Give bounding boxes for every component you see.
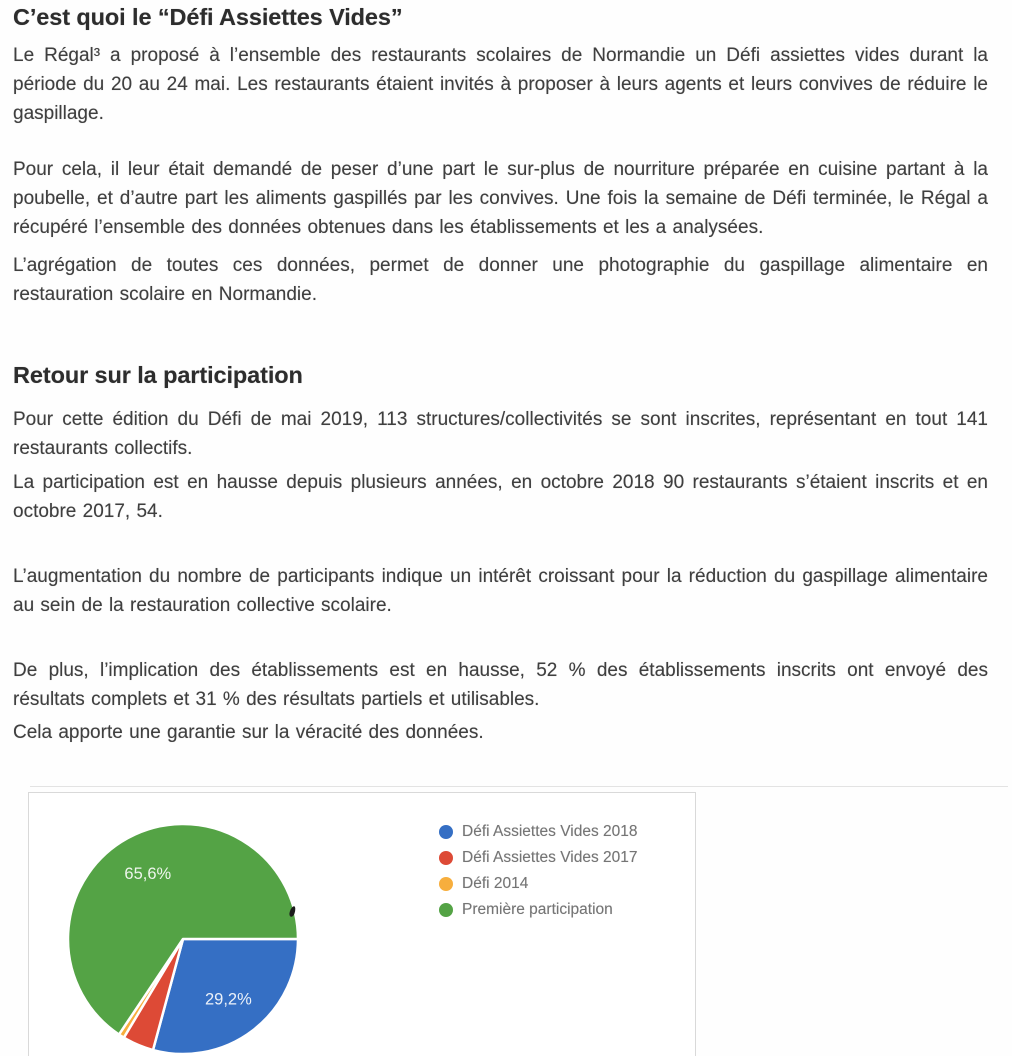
legend-item <box>439 845 638 871</box>
legend-item <box>439 897 638 923</box>
legend-label: Défi Assiettes Vides 2017 <box>462 849 638 866</box>
legend-swatch-icon <box>439 877 453 891</box>
paragraph: De plus, l’implication des établissements est en hausse, 52 % des établissements inscrits ont envoyé des résultats complets et 31 % des résultats partiels et utilisables. <box>13 660 988 710</box>
paragraph: L’augmentation du nombre de participants indique un intérêt croissant pour la réduction du gaspillage alimentaire au sein de la restauration collective scolaire. <box>13 566 988 616</box>
paragraph: Pour cela, il leur était demandé de peser d’une part le sur-plus de nourriture préparée en cuisine partant à la poubelle, et d’autre part les aliments gaspillés par les convives. Une fois la semaine de Défi terminée, le Régal a récupéré l’ensemble des données obtenues dans les établissements et les a analysées. <box>13 159 988 238</box>
participation-pie-chart <box>28 792 696 1056</box>
section-heading-what: C’est quoi le “Défi Assiettes Vides” <box>13 4 403 30</box>
paragraph: L’agrégation de toutes ces données, permet de donner une photographie du gaspillage alimentaire en restauration scolaire en Normandie. <box>13 255 988 305</box>
legend-swatch-icon <box>439 825 453 839</box>
legend-item <box>439 819 638 845</box>
legend-label: Défi Assiettes Vides 2018 <box>462 823 638 840</box>
legend-swatch-icon <box>439 851 453 865</box>
chart-legend <box>439 819 638 923</box>
horizontal-divider <box>30 786 1008 787</box>
legend-label: Première participation <box>462 901 613 918</box>
pie-slice-label: 29,2% <box>205 990 252 1009</box>
paragraph: Pour cette édition du Défi de mai 2019, 113 structures/collectivités se sont inscrites, représentant en tout 141 restaurants collectifs. <box>13 409 988 459</box>
legend-swatch-icon <box>439 903 453 917</box>
legend-item <box>439 871 638 897</box>
section-heading-participation: Retour sur la participation <box>13 362 303 388</box>
legend-label: Défi 2014 <box>462 875 529 892</box>
pie-slice-label: 65,6% <box>124 865 172 883</box>
paragraph: Le Régal³ a proposé à l’ensemble des restaurants scolaires de Normandie un Défi assiettes vides durant la période du 20 au 24 mai. Les restaurants étaient invités à proposer à leurs agents et leurs convives de réduire le gaspillage. <box>13 45 988 124</box>
paragraph: La participation est en hausse depuis plusieurs années, en octobre 2018 90 restaurants s’étaient inscrits et en octobre 2017, 54. <box>13 472 988 522</box>
paragraph: Cela apporte une garantie sur la véracité des données. <box>13 722 484 743</box>
